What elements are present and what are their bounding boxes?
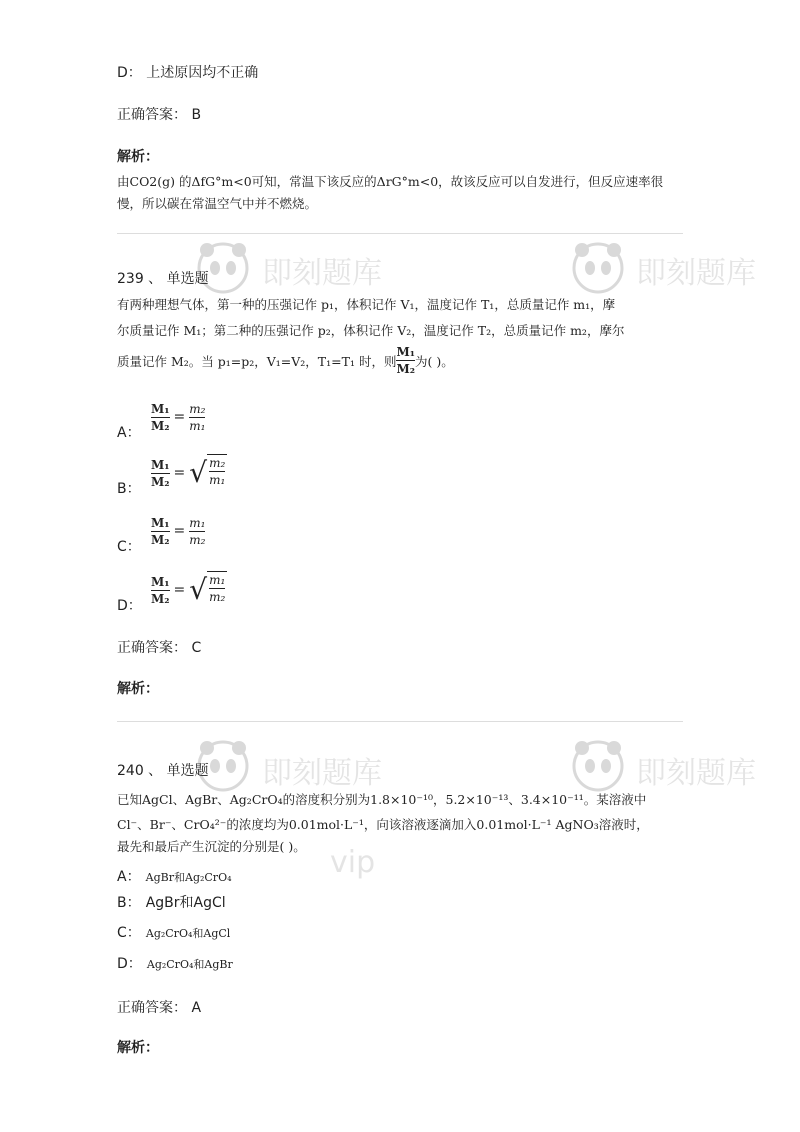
fraction-den: M₂ xyxy=(151,418,170,433)
option-d[interactable] xyxy=(117,953,233,973)
fraction-num: M₁ xyxy=(151,401,170,416)
sqrt xyxy=(189,454,227,492)
answer-value: A xyxy=(191,1000,202,1016)
option-d[interactable] xyxy=(117,565,227,615)
fraction xyxy=(189,403,205,432)
fraction xyxy=(209,574,225,603)
fraction-num: m₂ xyxy=(189,401,206,416)
divider xyxy=(117,233,683,234)
fraction-den: M₂ xyxy=(151,474,170,489)
answer-row xyxy=(117,104,201,124)
option-label: D： xyxy=(117,598,142,614)
option-d: D： 上述原因均不正确 xyxy=(117,65,259,81)
option-label: A： xyxy=(117,425,141,441)
fraction xyxy=(209,457,225,486)
analysis-line: 慢，所以碳在常温空气中并不燃烧。 xyxy=(117,196,318,211)
question-line: 最先和最后产生沉淀的分别是( )。 xyxy=(117,839,306,854)
answer-label: 正确答案： xyxy=(117,1000,187,1016)
answer-row xyxy=(117,637,201,657)
fraction-num: m₁ xyxy=(189,515,206,530)
option-label: C： xyxy=(117,925,141,941)
fraction xyxy=(396,346,415,375)
option-b[interactable] xyxy=(117,892,226,912)
option-label: D： xyxy=(117,956,142,972)
option-a[interactable] xyxy=(117,392,205,442)
option-a[interactable] xyxy=(117,866,232,886)
fraction-num: M₁ xyxy=(151,515,170,530)
fraction-den: M₂ xyxy=(396,362,415,376)
option-text: Ag₂CrO₄和AgBr xyxy=(146,958,233,971)
fraction-den: m₁ xyxy=(189,418,206,433)
watermark-text: 即刻题库 xyxy=(636,256,756,291)
fraction-den: M₂ xyxy=(151,532,170,547)
radical-icon: √ xyxy=(189,456,208,489)
question-number: 240 、 单选题 xyxy=(117,763,209,779)
watermark-text: 即刻题库 xyxy=(262,256,382,291)
answer-row xyxy=(117,997,201,1017)
option-text: AgBr和AgCl xyxy=(145,895,226,911)
answer-label: 正确答案： xyxy=(117,640,187,656)
question-line: 已知AgCl、AgBr、Ag₂CrO₄的溶度积分别为1.8×10⁻¹⁰，5.2×10⁻¹³、3.4×10⁻¹¹。某溶液中 xyxy=(117,792,647,807)
fraction-num: M₁ xyxy=(396,345,415,359)
fraction xyxy=(151,403,170,432)
fraction-den: m₂ xyxy=(189,532,206,547)
option-c[interactable] xyxy=(117,506,205,556)
fraction-num: m₂ xyxy=(209,456,226,470)
fraction-den: m₁ xyxy=(209,473,226,487)
analysis-label: 解析： xyxy=(117,681,159,697)
fraction-num: M₁ xyxy=(151,574,170,589)
fraction xyxy=(151,459,170,488)
option-text: AgBr和Ag₂CrO₄ xyxy=(145,871,232,884)
equals-sign: = xyxy=(173,523,186,539)
question-number: 239 、 单选题 xyxy=(117,271,209,287)
option-text: Ag₂CrO₄和AgCl xyxy=(145,927,231,940)
answer-value: B xyxy=(191,107,202,123)
watermark-text: 即刻题库 xyxy=(262,756,382,791)
fraction xyxy=(189,517,205,546)
fraction-num: M₁ xyxy=(151,457,170,472)
fraction xyxy=(151,576,170,605)
question-text: 质量记作 M₂。当 p₁=p₂，V₁=V₂，T₁=T₁ 时，则 xyxy=(117,353,397,369)
analysis-label: 解析： xyxy=(117,149,159,165)
fraction xyxy=(151,517,170,546)
question-line: 有两种理想气体，第一种的压强记作 p₁，体积记作 V₁，温度记作 T₁，总质量记作 m₁，摩 xyxy=(117,297,616,312)
analysis-label: 解析： xyxy=(117,1040,159,1056)
watermark-vip: vip xyxy=(330,845,376,880)
radical-icon: √ xyxy=(189,573,208,606)
answer-label: 正确答案： xyxy=(117,107,187,123)
option-label: A： xyxy=(117,869,141,885)
fraction-den: m₂ xyxy=(209,590,226,604)
watermark-text: 即刻题库 xyxy=(636,756,756,791)
equals-sign: = xyxy=(173,465,186,481)
option-label: B： xyxy=(117,895,141,911)
question-line: Cl⁻、Br⁻、CrO₄²⁻的浓度均为0.01mol·L⁻¹，向该溶液逐滴加入0.01mol·L⁻¹ AgNO₃溶液时， xyxy=(117,817,649,832)
equals-sign: = xyxy=(173,582,186,598)
option-label: B： xyxy=(117,481,141,497)
option-b[interactable] xyxy=(117,448,227,498)
analysis-line: 由CO2(g) 的ΔfG°m<0可知，常温下该反应的ΔrG°m<0，故该反应可以自发进行，但反应速率很 xyxy=(117,174,664,189)
answer-value: C xyxy=(191,640,202,656)
sqrt xyxy=(189,571,227,609)
fraction-num: m₁ xyxy=(209,573,226,587)
equals-sign: = xyxy=(173,409,186,425)
option-c[interactable] xyxy=(117,922,230,942)
fraction-den: M₂ xyxy=(151,591,170,606)
option-label: C： xyxy=(117,539,141,555)
question-line: 尔质量记作 M₁；第二种的压强记作 p₂，体积记作 V₂，温度记作 T₂，总质量记作 m₂，摩尔 xyxy=(117,323,625,338)
question-text: 为( )。 xyxy=(415,353,454,369)
divider xyxy=(117,721,683,722)
question-line xyxy=(117,346,454,375)
